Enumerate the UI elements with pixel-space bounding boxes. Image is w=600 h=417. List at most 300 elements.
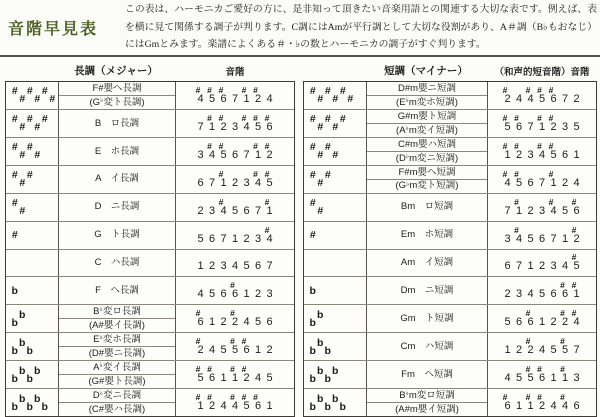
key-name-line: A イ長調: [95, 173, 139, 185]
key-name-line: C#m嬰ハ短調: [367, 138, 487, 152]
scale-degree: 5: [208, 92, 216, 105]
flat-glyph: b: [34, 392, 41, 405]
table-row: [304, 193, 596, 221]
scale-degree: 2: [243, 232, 250, 245]
flat-glyph: ♭: [100, 96, 104, 104]
sharp-mark: [204, 198, 216, 206]
sharp-mark: [238, 253, 250, 261]
key-name: [366, 277, 488, 304]
sharp-mark: #: [207, 112, 212, 123]
sharp-glyph: #: [11, 85, 18, 98]
sharp-mark: #: [548, 140, 554, 151]
key-name: [58, 333, 176, 360]
table-row: [304, 276, 596, 304]
sharp-mark: #: [264, 196, 270, 207]
scale-degree: 4: [515, 232, 523, 245]
key-name: [58, 166, 176, 193]
scale-degree: 3: [550, 260, 557, 273]
flat-glyph: ♭: [406, 180, 410, 188]
scale-notes: [176, 110, 294, 137]
table-row: [304, 304, 596, 332]
sharp-mark: #: [241, 112, 247, 123]
sharp-mark: [522, 226, 534, 234]
sharp-mark: [227, 253, 239, 261]
sharp-glyph: #: [324, 85, 331, 98]
scale-degree: 4: [538, 148, 546, 161]
scale-notes: [488, 166, 596, 193]
key-name-line: Gm ト短調: [400, 313, 454, 325]
sharp-glyph: #: [309, 113, 316, 126]
scale-degree: 6: [504, 260, 511, 273]
sharp-mark: [499, 281, 511, 289]
scale-degree: 5: [504, 120, 511, 133]
scale-degree: 6: [266, 120, 273, 133]
table-row: [6, 304, 294, 332]
key-name: [366, 305, 488, 332]
scale-notes: [488, 277, 596, 304]
sharp-mark: [557, 198, 569, 206]
scale-degree: 3: [220, 260, 227, 273]
scale-note: [264, 170, 276, 189]
sharp-glyph: #: [49, 93, 56, 106]
sharp-mark: #: [571, 224, 577, 235]
sharp-mark: [534, 170, 546, 178]
major-header-label: 長調（メジャー）: [74, 65, 158, 77]
sharp-mark: [499, 253, 511, 261]
flat-glyph: b: [309, 372, 316, 385]
key-name-line: (D ♭ m変ニ短調): [395, 152, 459, 164]
sharp-mark: #: [514, 140, 519, 151]
sharp-mark: [534, 226, 546, 234]
scale-degree: 2: [243, 372, 250, 385]
sharp-mark: #: [514, 112, 519, 123]
scale-degree: 6: [220, 288, 227, 301]
sharp-glyph: #: [19, 205, 26, 218]
scale-degree: 4: [254, 176, 262, 189]
scale-degree: 1: [561, 232, 569, 245]
scale-degree: 3: [266, 288, 273, 301]
sharp-glyph: #: [11, 113, 18, 126]
sharp-mark: [238, 226, 250, 234]
sharp-mark: [545, 309, 557, 317]
sharp-mark: [227, 114, 239, 122]
scale-degree: 4: [243, 316, 250, 329]
key-signature: [304, 250, 366, 277]
sharp-mark: [557, 142, 569, 150]
sharp-mark: [511, 281, 523, 289]
sharp-glyph: #: [34, 149, 41, 162]
sharp-glyph: #: [324, 169, 331, 182]
table-row: [304, 109, 596, 137]
flat-glyph: b: [324, 372, 331, 385]
scale-degree: 7: [208, 176, 216, 189]
scale-note: [571, 86, 583, 105]
sharp-mark: #: [525, 84, 531, 95]
scale-degree: 2: [231, 176, 239, 189]
flat-glyph: b: [11, 400, 18, 413]
sharp-mark: #: [207, 364, 212, 375]
scale-degree: 6: [561, 148, 569, 161]
scale-degree: 2: [550, 316, 557, 329]
key-name-line: (A#嬰イ長調): [89, 320, 145, 332]
scale-degree: 2: [527, 204, 534, 217]
sharp-mark: [227, 198, 239, 206]
sharp-mark: [511, 86, 523, 94]
scale-degree: 1: [504, 344, 511, 357]
sharp-mark: [261, 281, 273, 289]
sharp-glyph: #: [19, 93, 26, 106]
scale-degree: 3: [573, 372, 580, 385]
sharp-mark: [511, 393, 523, 401]
sharp-glyph: #: [317, 205, 324, 218]
scale-degree: 3: [243, 176, 250, 189]
sharp-mark: [238, 309, 250, 317]
sharp-mark: [215, 309, 227, 317]
scale-degree: 5: [197, 372, 204, 385]
table-row: [6, 137, 294, 165]
sharp-mark: #: [560, 336, 565, 347]
scale-note: [571, 309, 583, 328]
sharp-mark: #: [525, 392, 531, 403]
scale-degree: 5: [573, 120, 580, 133]
key-signature: [304, 82, 366, 109]
key-name: [58, 305, 176, 332]
sharp-mark: [261, 365, 273, 373]
top-divider: [0, 55, 600, 57]
table-row: [6, 388, 294, 416]
scale-degree: 6: [197, 176, 204, 189]
sharp-mark: [204, 253, 216, 261]
scale-degree: 5: [538, 92, 546, 105]
sharp-mark: #: [514, 196, 519, 207]
sharp-mark: [534, 281, 546, 289]
sharp-mark: [192, 142, 204, 150]
scale-degree: 4: [208, 148, 216, 161]
scale-degree: 5: [208, 288, 216, 301]
sharp-mark: #: [537, 364, 542, 375]
scale-notes: [176, 389, 294, 416]
sharp-glyph: #: [339, 85, 346, 98]
scale-degree: 3: [208, 204, 216, 217]
scale-notes: [176, 138, 294, 165]
sharp-mark: [557, 253, 569, 261]
scale-note: [571, 198, 583, 217]
scale-degree: 3: [504, 232, 511, 245]
sharp-mark: [511, 337, 523, 345]
scale-degree: 6: [231, 148, 239, 161]
sharp-mark: #: [253, 140, 258, 151]
key-signature: [6, 110, 58, 137]
key-signature: [304, 194, 366, 221]
flat-glyph: ♭: [99, 334, 103, 342]
sharp-mark: [215, 393, 227, 401]
flat-glyph: b: [19, 308, 26, 321]
scale-notes: [488, 82, 596, 109]
sharp-mark: [227, 226, 239, 234]
sharp-mark: #: [525, 364, 531, 375]
scale-degree: 2: [254, 288, 262, 301]
scale-degree: 5: [231, 204, 239, 217]
scale-degree: 1: [220, 176, 227, 189]
key-name-line: A ♭ 変イ長調: [59, 361, 175, 375]
scale-degree: 4: [550, 400, 557, 413]
sharp-mark: [250, 337, 262, 345]
scale-degree: 1: [573, 148, 580, 161]
sharp-mark: #: [230, 308, 235, 319]
scale-degree: 5: [527, 232, 534, 245]
sharp-mark: [557, 170, 569, 178]
sharp-mark: #: [560, 280, 565, 291]
flat-glyph: ♭: [405, 124, 409, 132]
table-row: [304, 332, 596, 360]
scale-degree: 4: [573, 316, 580, 329]
sharp-mark: [499, 337, 511, 345]
scale-degree: 5: [561, 204, 569, 217]
scale-degree: 7: [231, 92, 239, 105]
scale-note: [264, 281, 276, 300]
flat-glyph: ♭: [405, 390, 409, 398]
scale-degree: 1: [550, 372, 557, 385]
scale-degree: 3: [527, 148, 534, 161]
key-name-line: (C#嬰ハ長調): [88, 403, 146, 415]
sharp-mark: #: [230, 392, 235, 403]
scale-note: [264, 253, 276, 272]
key-name-line: F#m嬰ヘ短調: [367, 166, 487, 180]
sharp-mark: [238, 142, 250, 150]
key-name-line: Dm ニ短調: [400, 285, 454, 297]
key-name-line: F#嬰ヘ長調: [59, 82, 175, 96]
scale-degree: 4: [243, 120, 250, 133]
table-row: [304, 165, 596, 193]
sharp-mark: [545, 393, 557, 401]
minor-table-body: [303, 81, 597, 417]
table-row: [304, 388, 596, 416]
sharp-glyph: #: [26, 85, 33, 98]
sharp-mark: [557, 114, 569, 122]
key-name-line: B ♭ m変ロ短調: [367, 389, 487, 403]
sharp-mark: [238, 170, 250, 178]
scale-degree: 1: [243, 92, 250, 105]
scale-degree: 7: [538, 176, 546, 189]
sharp-mark: [545, 365, 557, 373]
scale-notes: [176, 277, 294, 304]
scale-degree: 2: [561, 316, 569, 329]
sharp-mark: [511, 365, 523, 373]
scale-degree: 6: [220, 92, 227, 105]
scale-degree: 1: [197, 400, 204, 413]
scale-note: [571, 337, 583, 356]
scale-degree: 2: [573, 92, 580, 105]
flat-glyph: b: [309, 316, 316, 329]
flat-glyph: b: [19, 392, 26, 405]
sharp-mark: [192, 226, 204, 234]
sharp-mark: [545, 337, 557, 345]
sharp-mark: [238, 198, 250, 206]
scale-degree: 5: [527, 372, 534, 385]
sharp-mark: #: [207, 392, 212, 403]
scale-degree: 5: [504, 316, 511, 329]
sharp-mark: [250, 309, 262, 317]
scale-degree: 2: [266, 344, 273, 357]
scale-degree: 7: [527, 120, 534, 133]
key-name-line: Fm ヘ短調: [401, 368, 453, 380]
scale-degree: 6: [208, 232, 216, 245]
scale-notes: [488, 389, 596, 416]
scale-degree: 7: [550, 232, 557, 245]
scale-degree: 5: [266, 176, 273, 189]
key-name: [366, 110, 488, 137]
scale-degree: 4: [231, 260, 239, 273]
key-name: [366, 250, 488, 277]
sharp-mark: #: [195, 392, 201, 403]
scale-degree: 1: [527, 260, 534, 273]
page-title: 音階早見表: [8, 21, 99, 38]
key-signature: [6, 250, 58, 277]
scale-degree: 4: [504, 176, 511, 189]
scale-degree: 6: [266, 316, 273, 329]
scale-degree: 4: [550, 204, 557, 217]
sharp-glyph: #: [26, 113, 33, 126]
scale-degree: 6: [573, 400, 580, 413]
scale-degree: 3: [197, 148, 204, 161]
scale-notes: [176, 250, 294, 277]
scale-degree: 5: [550, 344, 557, 357]
scale-degree: 6: [243, 344, 250, 357]
flat-glyph: b: [332, 364, 339, 377]
sharp-mark: [227, 142, 239, 150]
scale-note: [571, 114, 583, 133]
key-name: [366, 222, 488, 249]
scale-degree: 5: [243, 260, 250, 273]
scale-degree: 1: [527, 400, 534, 413]
table-row: [6, 193, 294, 221]
key-name: [58, 389, 176, 416]
sharp-glyph: #: [309, 169, 316, 182]
sharp-glyph: #: [11, 197, 18, 210]
key-name-line: Bm ロ短調: [400, 201, 454, 213]
sharp-mark: [534, 309, 546, 317]
scale-degree: 5: [538, 288, 546, 301]
key-signature: [6, 82, 58, 109]
sharp-mark: [568, 170, 580, 178]
sharp-glyph: #: [19, 177, 26, 190]
sharp-glyph: #: [19, 121, 26, 134]
scale-degree: 4: [208, 344, 216, 357]
key-name-line: Am イ短調: [400, 257, 454, 269]
sharp-mark: [534, 337, 546, 345]
sharp-mark: #: [218, 196, 224, 207]
sharp-mark: [545, 281, 557, 289]
scale-notes: [176, 82, 294, 109]
scale-degree: 5: [550, 148, 557, 161]
scale-degree: 1: [243, 288, 250, 301]
scale-note: [264, 198, 276, 217]
sharp-glyph: #: [11, 141, 18, 154]
flat-glyph: b: [309, 284, 316, 297]
sharp-mark: #: [195, 308, 201, 319]
sharp-mark: #: [253, 84, 258, 95]
sharp-glyph: #: [339, 113, 346, 126]
sharp-mark: #: [571, 252, 577, 263]
key-name-line: (A ♭ m変イ短調): [396, 124, 458, 136]
scale-degree: 1: [208, 316, 216, 329]
key-name: [58, 82, 176, 109]
scale-degree: 4: [538, 344, 546, 357]
sharp-mark: #: [560, 392, 565, 403]
sharp-mark: #: [537, 140, 542, 151]
sharp-mark: #: [571, 308, 577, 319]
scale-degree: 2: [231, 316, 239, 329]
scale-degree: 5: [561, 344, 569, 357]
scale-degree: 7: [515, 260, 523, 273]
minor-key-table: [303, 60, 597, 417]
flat-glyph: b: [19, 364, 26, 377]
scale-degree: 7: [197, 120, 204, 133]
sharp-glyph: #: [347, 93, 354, 106]
sharp-mark: [261, 253, 273, 261]
scale-degree: 1: [220, 372, 227, 385]
key-name: [58, 222, 176, 249]
scale-degree: 1: [266, 204, 273, 217]
scale-note: [571, 281, 583, 300]
sharp-mark: [261, 393, 273, 401]
scale-degree: 4: [515, 92, 523, 105]
key-name: [58, 361, 176, 388]
scale-degree: 7: [254, 204, 262, 217]
key-name-line: G#m嬰ト短調: [367, 110, 487, 124]
table-row: [304, 249, 596, 277]
sharp-mark: #: [560, 364, 565, 375]
sharp-mark: [511, 309, 523, 317]
sharp-mark: #: [264, 168, 270, 179]
scale-degree: 4: [266, 92, 273, 105]
sharp-glyph: #: [41, 85, 48, 98]
sharp-glyph: #: [11, 229, 18, 242]
sharp-mark: [215, 365, 227, 373]
sharp-mark: [522, 253, 534, 261]
sharp-mark: #: [548, 168, 554, 179]
minor-scale-header-label: （和声的短音階）音階: [494, 66, 590, 78]
scale-note: [264, 365, 276, 384]
table-row: [6, 332, 294, 360]
key-signature: [304, 389, 366, 416]
scale-note: [264, 309, 276, 328]
scale-notes: [176, 305, 294, 332]
scale-note: [571, 393, 583, 412]
table-row: [6, 165, 294, 193]
scale-degree: 6: [515, 316, 523, 329]
sharp-mark: [250, 226, 262, 234]
scale-degree: 5: [515, 176, 523, 189]
sharp-mark: [499, 365, 511, 373]
scale-degree: 1: [266, 400, 273, 413]
key-name: [58, 277, 176, 304]
sharp-mark: [522, 142, 534, 150]
key-name-line: (D#嬰ニ長調): [88, 348, 146, 359]
key-name-line: F ヘ長調: [95, 285, 139, 297]
scale-degree: 7: [220, 232, 227, 245]
flat-glyph: b: [309, 400, 316, 413]
scale-notes: [176, 166, 294, 193]
sharp-glyph: #: [324, 113, 331, 126]
sharp-mark: #: [241, 84, 247, 95]
sharp-mark: [250, 365, 262, 373]
key-signature: [304, 305, 366, 332]
key-name-line: B ロ長調: [94, 117, 140, 129]
scale-degree: 2: [208, 400, 216, 413]
scale-degree: 2: [208, 260, 216, 273]
scale-degree: 1: [538, 316, 546, 329]
